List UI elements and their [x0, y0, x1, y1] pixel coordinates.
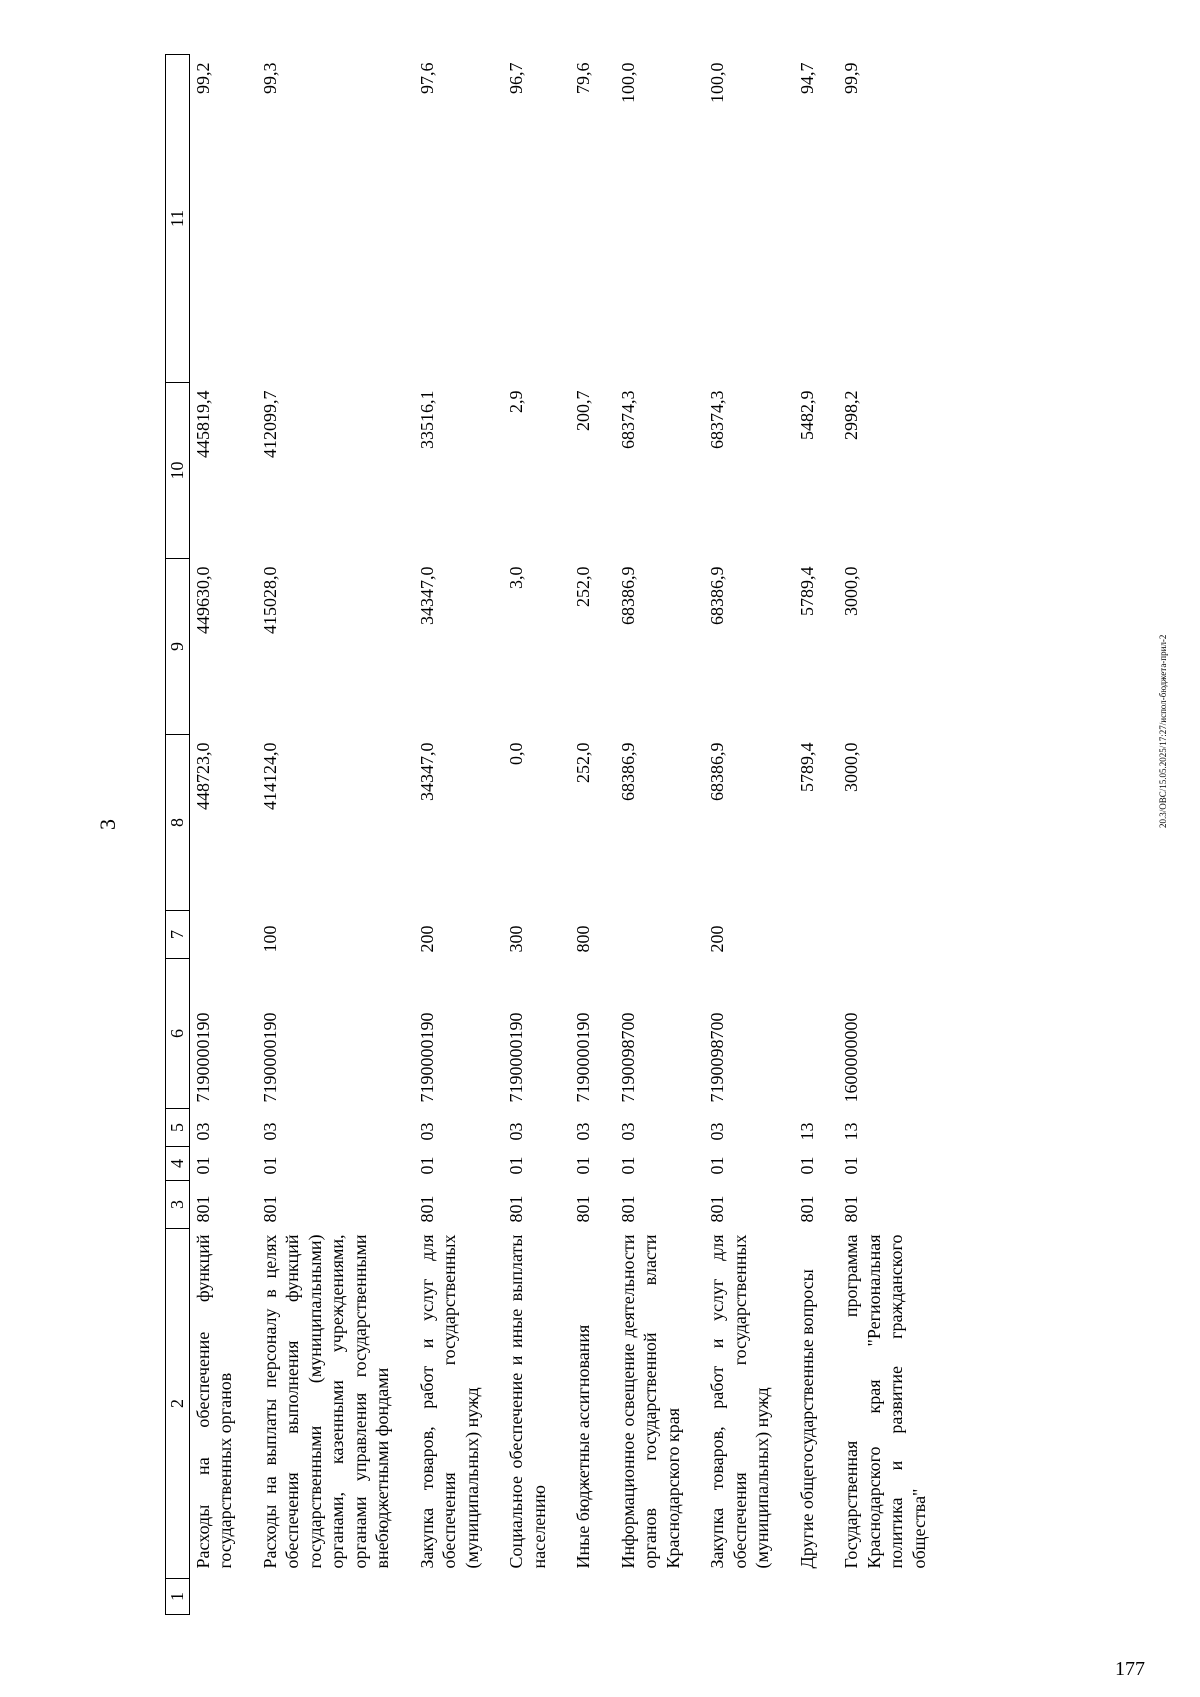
cell-num	[696, 1579, 786, 1615]
table-row	[189, 55, 249, 1615]
cell-percent: 94,7	[796, 62, 817, 94]
cell-description: Социальное обеспечение и иные выплаты населению	[506, 1234, 549, 1569]
table-row	[830, 55, 942, 1615]
header-cell-3: 3	[166, 1181, 190, 1229]
cell-approved: 68386,9	[707, 742, 727, 801]
cell-percent: 96,7	[506, 62, 526, 94]
cell-planned: 34347,0	[416, 566, 437, 625]
cell-percent: 99,2	[192, 62, 213, 94]
cell-planned: 68386,9	[617, 566, 638, 625]
cell-expense-type: 100	[259, 925, 280, 953]
cell-target-article: 7190000190	[506, 1012, 526, 1103]
cell-target-article: 7190000190	[573, 1012, 593, 1103]
table-row	[696, 55, 786, 1615]
cell-num	[607, 1579, 697, 1615]
table-row	[249, 55, 406, 1615]
cell-expense-type	[830, 911, 942, 959]
cell-subsection: 03	[259, 1122, 280, 1141]
cell-planned: 68386,9	[707, 566, 727, 625]
table-row	[406, 55, 496, 1615]
cell-expense-type: 300	[506, 925, 526, 953]
header-cell-11: 11	[166, 55, 190, 383]
cell-description: Закупка товаров, работ и услуг для обеспечения государственных (муниципальных) нужд	[707, 1234, 772, 1569]
cell-section: 01	[259, 1156, 280, 1175]
table-row	[562, 55, 607, 1615]
header-cell-9: 9	[166, 559, 190, 735]
cell-approved: 34347,0	[416, 742, 437, 801]
cell-planned: 3,0	[506, 566, 526, 589]
cell-expense-type	[786, 911, 831, 959]
cell-expense-type: 800	[573, 925, 593, 953]
rotated-table-wrapper	[165, 55, 1060, 1615]
cell-planned: 252,0	[573, 566, 593, 607]
cell-ministry: 801	[841, 1195, 861, 1223]
cell-num	[249, 1579, 406, 1615]
cell-subsection: 13	[841, 1122, 861, 1141]
cell-executed: 445819,4	[192, 390, 213, 458]
cell-num	[189, 1579, 249, 1615]
budget-table	[165, 54, 942, 1615]
cell-ministry: 801	[617, 1195, 638, 1223]
cell-subsection: 03	[192, 1122, 213, 1141]
cell-executed: 412099,7	[259, 390, 280, 458]
header-cell-4: 4	[166, 1147, 190, 1181]
header-cell-8: 8	[166, 735, 190, 911]
table-row	[786, 55, 831, 1615]
table-row	[607, 55, 697, 1615]
cell-section: 01	[707, 1156, 727, 1175]
cell-ministry: 801	[259, 1195, 280, 1223]
cell-num	[786, 1579, 831, 1615]
cell-subsection: 03	[573, 1122, 593, 1141]
cell-planned: 449630,0	[192, 566, 213, 634]
cell-percent: 100,0	[617, 62, 638, 103]
cell-description: Иные бюджетные ассигнования	[573, 1324, 593, 1569]
header-cell-5: 5	[166, 1109, 190, 1147]
cell-expense-type: 200	[416, 925, 437, 953]
cell-section: 01	[617, 1156, 638, 1175]
cell-percent: 97,6	[416, 62, 437, 94]
cell-subsection: 13	[796, 1122, 817, 1141]
cell-planned: 415028,0	[259, 566, 280, 634]
cell-approved: 0,0	[506, 742, 526, 765]
cell-target-article: 1600000000	[841, 1012, 861, 1103]
cell-percent: 99,3	[259, 62, 280, 94]
cell-approved: 252,0	[573, 742, 593, 783]
cell-num	[562, 1579, 607, 1615]
cell-expense-type	[189, 911, 249, 959]
cell-approved: 3000,0	[841, 742, 861, 792]
cell-num	[495, 1579, 562, 1615]
cell-approved: 448723,0	[192, 742, 213, 810]
cell-percent: 79,6	[573, 62, 593, 94]
cell-approved: 5789,4	[796, 742, 817, 792]
cell-section: 01	[841, 1156, 861, 1175]
cell-ministry: 801	[796, 1195, 817, 1223]
header-cell-6: 6	[166, 959, 190, 1109]
sheet-number: 177	[1115, 1658, 1145, 1680]
cell-executed: 5482,9	[796, 390, 817, 440]
header-cell-2: 2	[166, 1229, 190, 1579]
cell-expense-type	[607, 911, 697, 959]
cell-percent: 100,0	[707, 62, 727, 103]
cell-subsection: 03	[416, 1122, 437, 1141]
cell-section: 01	[416, 1156, 437, 1175]
cell-target-article: 7190000190	[259, 1012, 280, 1103]
cell-description: Государственная программа Краснодарского края "Региональная политика и развитие гражданского общества"	[841, 1234, 929, 1569]
cell-description: Другие общегосударственные вопросы	[796, 1269, 817, 1569]
cell-approved: 414124,0	[259, 742, 280, 810]
cell-planned: 3000,0	[841, 566, 861, 616]
cell-target-article	[786, 959, 831, 1109]
cell-executed: 2,9	[506, 390, 526, 413]
cell-percent: 99,9	[841, 62, 861, 94]
table-row	[495, 55, 562, 1615]
cell-target-article: 7190000190	[192, 1012, 213, 1103]
cell-executed: 68374,3	[617, 390, 638, 449]
cell-section: 01	[506, 1156, 526, 1175]
cell-description: Закупка товаров, работ и услуг для обеспечения государственных (муниципальных) нужд	[416, 1234, 482, 1569]
cell-subsection: 03	[506, 1122, 526, 1141]
cell-approved: 68386,9	[617, 742, 638, 801]
cell-executed: 68374,3	[707, 390, 727, 449]
cell-description: Расходы на выплаты персоналу в целях обеспечения выполнения функций государственными (муниципальными) органами, казенными учреждениями, органами управления государственными внебюджетными фондами	[259, 1234, 392, 1569]
header-cell-1: 1	[166, 1579, 190, 1615]
page-number: 3	[95, 819, 120, 830]
document-code: 20.3/ОВС/15.05.2025/17:27/испол-бюджета-прил-2	[1158, 634, 1168, 828]
cell-executed: 2998,2	[841, 390, 861, 440]
cell-ministry: 801	[707, 1195, 727, 1223]
cell-executed: 200,7	[573, 390, 593, 431]
cell-ministry: 801	[416, 1195, 437, 1223]
cell-planned: 5789,4	[796, 566, 817, 616]
cell-ministry: 801	[506, 1195, 526, 1223]
cell-section: 01	[192, 1156, 213, 1175]
header-cell-10: 10	[166, 383, 190, 559]
cell-description: Информационное освещение деятельности органов государственной власти Краснодарского края	[617, 1234, 683, 1569]
cell-ministry: 801	[192, 1195, 213, 1223]
cell-section: 01	[796, 1156, 817, 1175]
cell-num	[406, 1579, 496, 1615]
header-cell-7: 7	[166, 911, 190, 959]
cell-section: 01	[573, 1156, 593, 1175]
cell-subsection: 03	[617, 1122, 638, 1141]
header-row	[166, 55, 190, 1615]
cell-target-article: 7190000190	[416, 1012, 437, 1103]
cell-target-article: 7190098700	[707, 1012, 727, 1103]
cell-target-article: 7190098700	[617, 1012, 638, 1103]
cell-expense-type: 200	[707, 925, 727, 953]
cell-description: Расходы на обеспечение функций государственных органов	[192, 1234, 235, 1569]
cell-executed: 33516,1	[416, 390, 437, 449]
cell-subsection: 03	[707, 1122, 727, 1141]
cell-num	[830, 1579, 942, 1615]
cell-ministry: 801	[573, 1195, 593, 1223]
